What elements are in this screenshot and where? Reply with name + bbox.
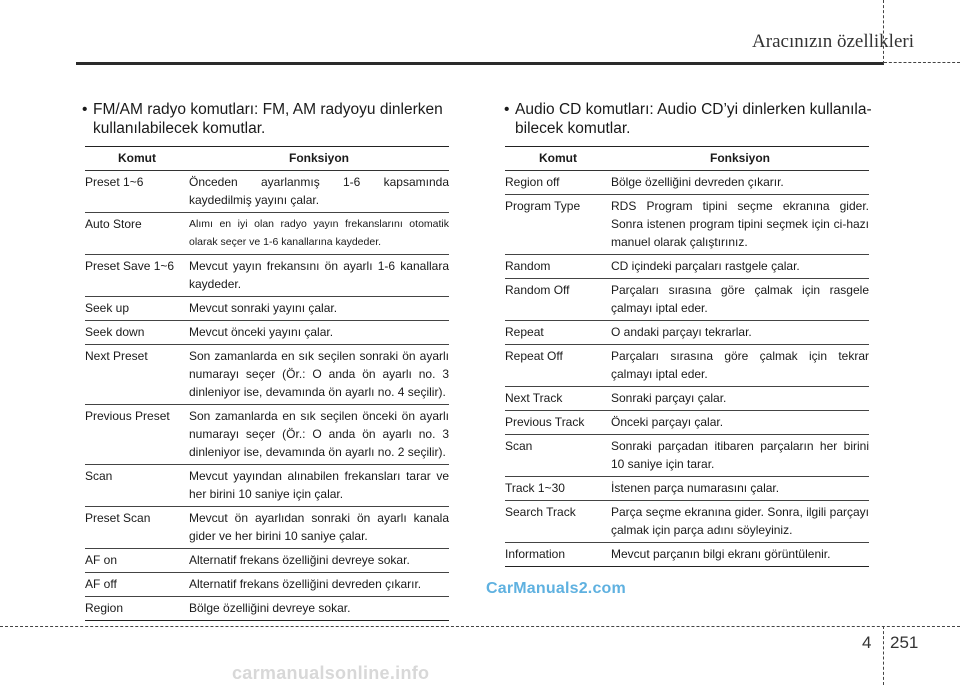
table-row [505,435,869,477]
function-cell: Mevcut sonraki yayını çalar. [189,297,449,321]
command-cell: AF on [85,549,189,573]
function-cell: RDS Program tipini seçme ekranına gider. Sonra istenen program tipini seçmek için ci-hazı manuel olarak çalıştırınız. [611,195,869,255]
table-row [505,477,869,501]
audio-cd-intro [497,100,887,138]
function-cell: Önceki parçayı çalar. [611,411,869,435]
function-cell: Sonraki parçayı çalar. [611,387,869,411]
table-row [505,321,869,345]
command-cell: Repeat Off [505,345,611,387]
table-row [505,345,869,387]
function-cell: Son zamanlarda en sık seçilen sonraki ön ayarlı numarayı seçer (Ör.: O anda ön ayarlı no. 3 dinleniyor ise, devamında ön ayarlı no. 4 seçilir). [189,345,449,405]
table-row [85,465,449,507]
command-cell: Random [505,255,611,279]
table-row [505,501,869,543]
function-cell: CD içindeki parçaları rastgele çalar. [611,255,869,279]
command-cell: Seek up [85,297,189,321]
column-header-function: Fonksiyon [189,147,449,171]
command-cell: Track 1~30 [505,477,611,501]
column-header-command: Komut [85,147,189,171]
table-header-row [505,147,869,171]
bullet: • [82,101,88,118]
table-row [85,597,449,621]
table-row [505,387,869,411]
table-row [505,171,869,195]
crop-mark-bottom [883,626,884,685]
table-row [505,279,869,321]
header-rule-dashed [884,62,960,63]
function-cell: Alımı en iyi olan radyo yayın frekanslarını otomatik olarak seçer ve 1-6 kanallarına kaydeder. [189,213,449,255]
command-cell: Region off [505,171,611,195]
table-row [85,549,449,573]
fm-am-intro [75,100,460,138]
command-cell: Previous Preset [85,405,189,465]
command-cell: Random Off [505,279,611,321]
function-cell: Alternatif frekans özelliğini devreden çıkarır. [189,573,449,597]
table-row [85,255,449,297]
bullet: • [504,101,510,118]
command-cell: Repeat [505,321,611,345]
command-cell: Previous Track [505,411,611,435]
command-cell: Program Type [505,195,611,255]
command-cell: Seek down [85,321,189,345]
page-number: 251 [890,633,919,652]
audio-cd-intro-line1: Audio CD komutları: Audio CD’yi dinlerken kullanıla- [515,101,872,118]
function-cell: Parça seçme ekranına gider. Sonra, ilgili parçayı çalmak için parça adını söyleyiniz. [611,501,869,543]
fm-am-intro-line2: kullanılabilecek komutlar. [93,120,266,137]
table-row [85,213,449,255]
command-cell: Next Preset [85,345,189,405]
table-header-row [85,147,449,171]
crop-mark-top [883,0,884,64]
command-cell: Information [505,543,611,567]
watermark-link[interactable]: CarManuals2.com [486,580,626,597]
table-row [505,195,869,255]
column-header-command: Komut [505,147,611,171]
table-row [85,345,449,405]
fm-am-section [75,100,460,621]
function-cell: Mevcut yayından alınabilen frekansları tarar ve her birini 10 saniye için çalar. [189,465,449,507]
fm-am-command-table [85,146,449,621]
function-cell: Mevcut yayın frekansını ön ayarlı 1-6 kanallara kaydeder. [189,255,449,297]
command-cell: Search Track [505,501,611,543]
command-cell: Preset 1~6 [85,171,189,213]
command-cell: Scan [85,465,189,507]
function-cell: Sonraki parçadan itibaren parçaların her birini 10 saniye için tarar. [611,435,869,477]
function-cell: Mevcut parçanın bilgi ekranı görüntülenir. [611,543,869,567]
table-row [85,405,449,465]
function-cell: O andaki parçayı tekrarlar. [611,321,869,345]
function-cell: Önceden ayarlanmış 1-6 kapsamında kaydedilmiş yayını çalar. [189,171,449,213]
audio-cd-intro-line2: bilecek komutlar. [515,120,631,137]
function-cell: Mevcut önceki yayını çalar. [189,321,449,345]
table-row [505,543,869,567]
command-cell: Next Track [505,387,611,411]
function-cell: Son zamanlarda en sık seçilen önceki ön ayarlı numarayı seçer (Ör.: O anda ön ayarlı no. 3 dinleniyor ise, devamında ön ayarlı no. 2 seçilir). [189,405,449,465]
command-cell: Region [85,597,189,621]
chapter-number: 4 [862,633,872,652]
function-cell: Bölge özelliğini devreye sokar. [189,597,449,621]
table-row [85,573,449,597]
table-row [85,171,449,213]
command-cell: Auto Store [85,213,189,255]
column-header-function: Fonksiyon [611,147,869,171]
command-cell: Preset Save 1~6 [85,255,189,297]
function-cell: Parçaları sırasına göre çalmak için rasgele çalmayı iptal eder. [611,279,869,321]
function-cell: Bölge özelliğini devreden çıkarır. [611,171,869,195]
page-header-title: Aracınızın özellikleri [752,31,914,52]
command-cell: AF off [85,573,189,597]
command-cell: Preset Scan [85,507,189,549]
command-cell: Scan [505,435,611,477]
fm-am-intro-line1: FM/AM radyo komutları: FM, AM radyoyu dinlerken [93,101,443,118]
function-cell: İstenen parça numarasını çalar. [611,477,869,501]
table-row [85,321,449,345]
table-row [505,255,869,279]
audio-cd-command-table [505,146,869,567]
table-row [85,297,449,321]
header-rule [76,62,884,65]
audio-cd-section [497,100,887,567]
footer-rule-dashed [0,626,960,627]
function-cell: Mevcut ön ayarlıdan sonraki ön ayarlı kanala gider ve her birini 10 saniye çalar. [189,507,449,549]
function-cell: Alternatif frekans özelliğini devreye sokar. [189,549,449,573]
table-row [505,411,869,435]
function-cell: Parçaları sırasına göre çalmak için tekrar çalmayı iptal eder. [611,345,869,387]
table-row [85,507,449,549]
footer-site-watermark: carmanualsonline.info [232,663,430,683]
